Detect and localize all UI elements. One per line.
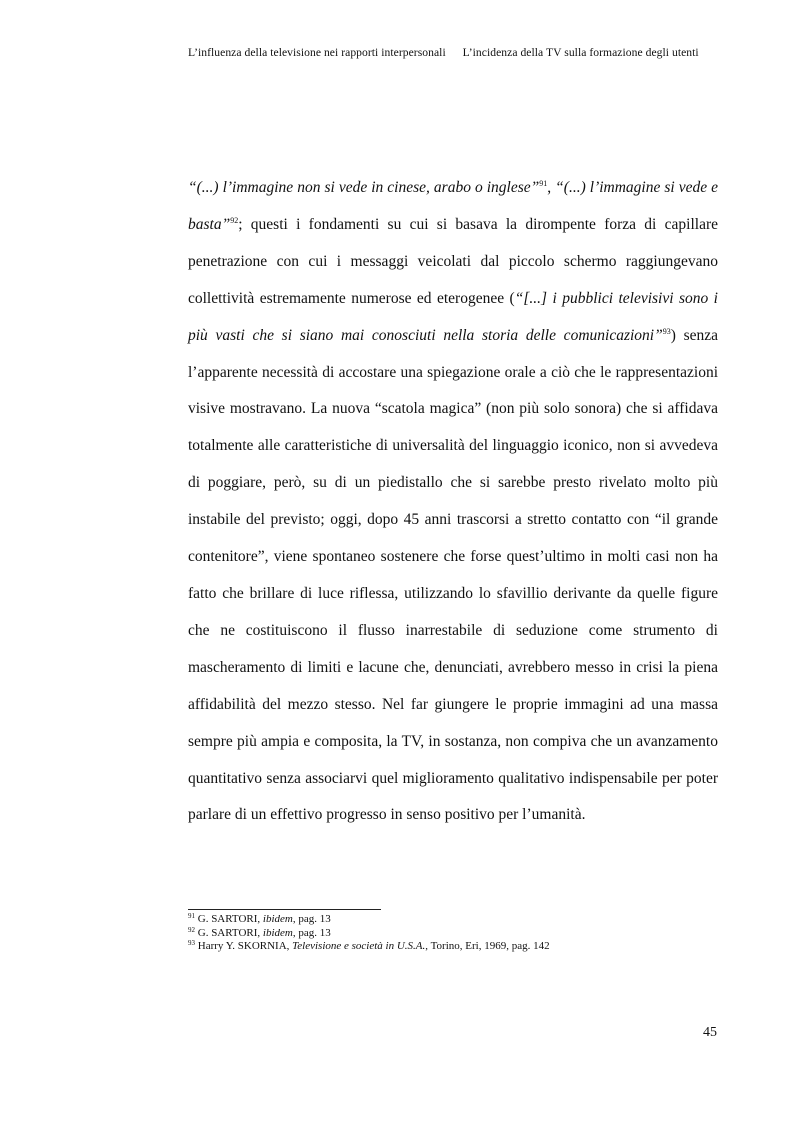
page-number: 45 — [703, 1025, 717, 1040]
quote-2: “(...) l’immagine si vede e basta” — [188, 179, 719, 233]
header-chapter-title: L’influenza della televisione nei rapporti interpersonali — [188, 46, 446, 59]
footnote-number: 93 — [188, 939, 195, 947]
footnote-ref-92: 92 — [230, 215, 239, 225]
body-text-segment-1: ; questi i fondamenti su cui si basava la dirompente forza di capillare penetrazione con cui i messaggi veicolati dal piccolo schermo raggiungevano collettività estremamente numerose ed eterogenee ( — [188, 215, 718, 307]
header-section-title: L’incidenza della TV sulla formazione degli utenti — [462, 46, 699, 59]
footnote-author: Harry Y. SKORNIA, — [195, 940, 293, 952]
quote-3: “[...] i pubblici televisivi sono i più vasti che si siano mai conosciuti nella storia delle comunicazioni” — [188, 289, 718, 344]
footnotes — [188, 913, 728, 954]
footnote — [188, 940, 728, 954]
footnote-ref: , Torino, Eri, 1969, pag. 142 — [425, 940, 550, 952]
body-text — [188, 170, 718, 834]
footnote-ref: , pag. 13 — [292, 926, 331, 939]
separator: , — [547, 179, 556, 196]
footnote-ref-93: 93 — [662, 326, 671, 336]
footnote-number: 91 — [188, 912, 195, 920]
running-header — [188, 46, 728, 59]
quote-1: “(...) l’immagine non si vede in cinese, arabo o inglese” — [188, 179, 540, 196]
footnote-italic: ibidem — [262, 926, 293, 939]
footnote-italic: ibidem — [262, 913, 293, 925]
footnote-number: 92 — [188, 925, 195, 934]
footnote-italic: Televisione e società in U.S.A. — [292, 940, 426, 952]
footnote-ref-91: 91 — [539, 179, 548, 188]
footnote-divider — [188, 909, 381, 910]
footnote-ref: , pag. 13 — [292, 913, 331, 925]
footnote — [188, 927, 728, 941]
footnote — [188, 913, 728, 927]
body-text-segment-2: ) senza l’apparente necessità di accostare una spiegazione orale a ciò che le rappresentazioni visive mostravano. La nuova “scatola magica” (non più solo sonora) che si affidava totalmente alle caratteristiche di universalità del linguaggio iconico, non si avvedeva di poggiare, però, su di un piedistallo che si sarebbe presto rivelato molto più instabile del previsto; oggi, dopo 45 anni trascorsi a stretto contatto con “il grande contenitore”, viene spontaneo sostenere che forse quest’ultimo in molti casi non ha fatto che brillare di luce riflessa, utilizzando lo sfavillio derivante da quelle figure che ne costituiscono il flusso inarrestabile di seduzione come strumento di mascheramento di limiti e lacune che, denunciati, avrebbero messo in crisi la piena affidabilità del mezzo stesso. Nel far giungere le proprie immagini ad una massa sempre più ampia e composita, la TV, in sostanza, non compiva che un avanzamento quantitativo senza associarvi quel miglioramento qualitativo indispensabile per poter parlare di un effettivo progresso in senso positivo per l’umanità. — [188, 326, 718, 824]
footnote-author: G. SARTORI, — [195, 913, 263, 925]
paragraph — [188, 170, 718, 834]
footnote-author: G. SARTORI, — [195, 926, 263, 939]
